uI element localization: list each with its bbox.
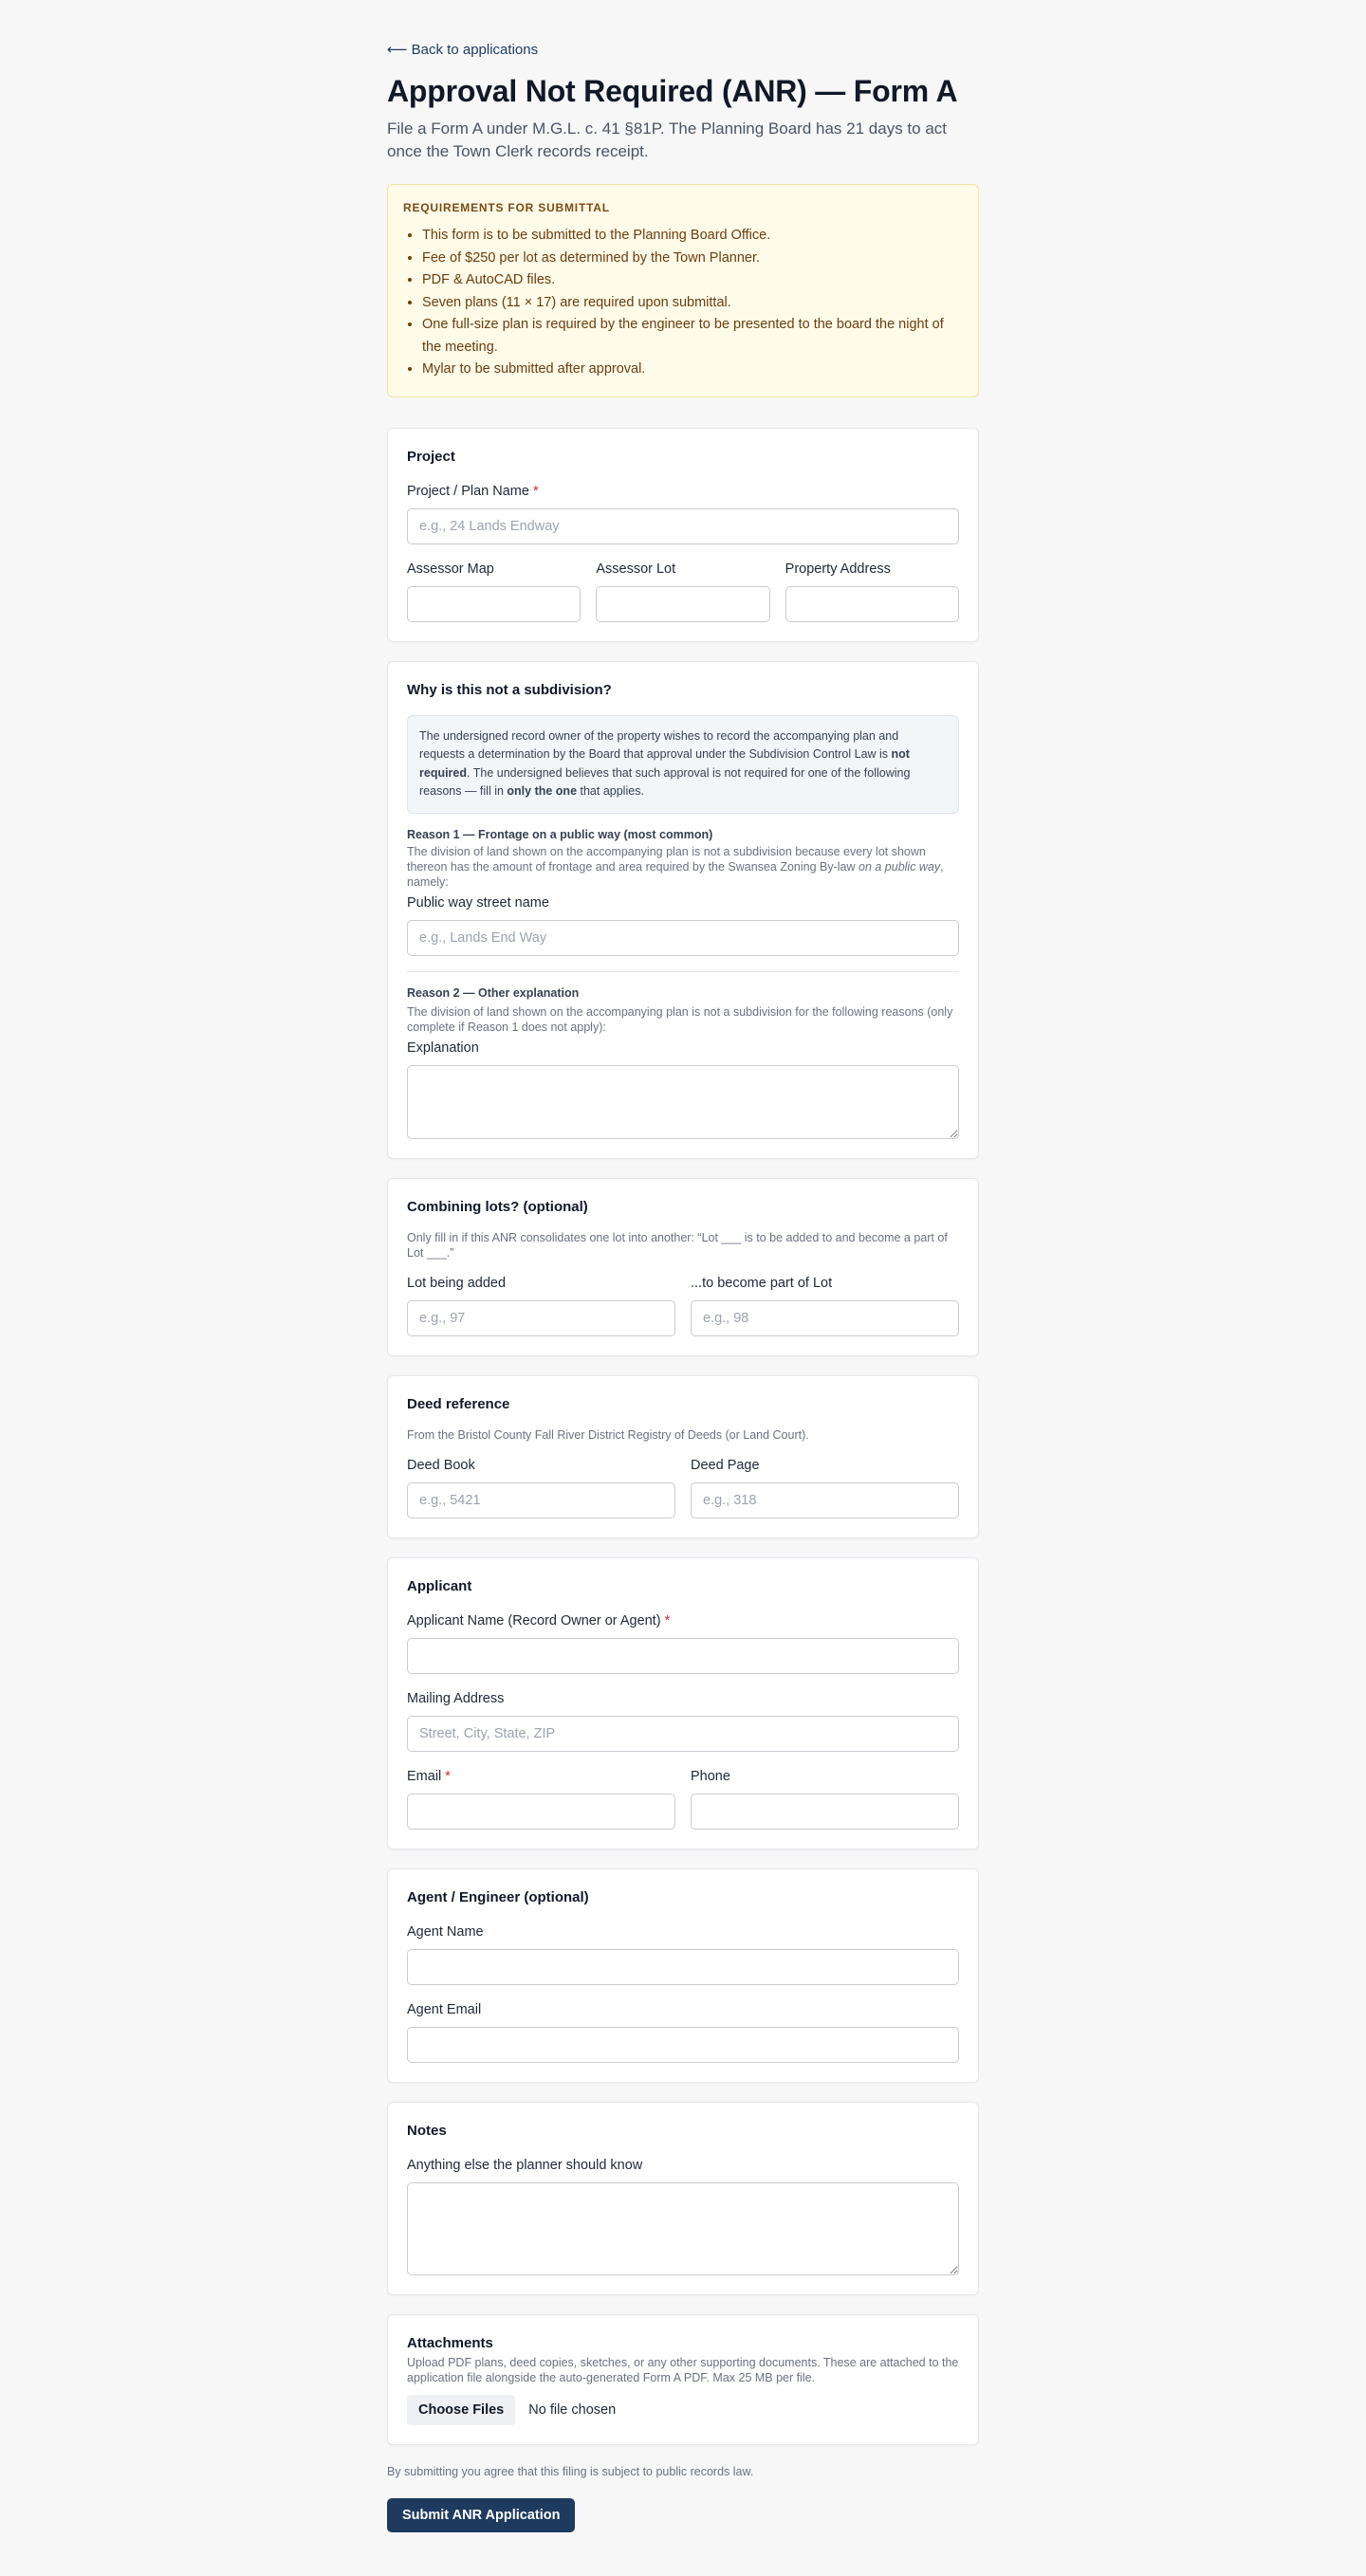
agent-section [387,1868,979,2083]
lot-added-label: Lot being added [407,1275,507,1291]
notes-section [387,2102,979,2295]
phone-input[interactable] [691,1794,959,1830]
reason1-help [407,844,959,890]
attachments-help: Upload PDF plans, deed copies, sketches, or any other supporting documents. These are attached to the application file alongside the auto-generated Form A PDF. Max 25 MB per file. [407,2355,959,2384]
assessor-map-input[interactable] [407,586,581,622]
section-title: Notes [407,2122,447,2139]
plan-name-label [407,482,959,501]
deed-book-label: Deed Book [407,1457,475,1473]
requirement-item: • Mylar to be submitted after approval. [422,359,963,381]
required-marker: * [445,1768,451,1784]
deed-section [387,1375,979,1538]
section-title: Why is this not a subdivision? [407,681,612,698]
file-picker [407,2395,959,2425]
project-section [387,428,979,642]
back-link[interactable]: ⟵ Back to applications [387,42,539,58]
requirements-notice [387,184,979,397]
lot-added-input[interactable] [407,1300,675,1336]
requirement-item: • PDF & AutoCAD files. [422,269,963,292]
divider [407,971,959,972]
agent-email-label: Agent Email [407,2001,482,2017]
applicant-name-label [407,1611,959,1630]
requirement-item: • Seven plans (11 × 17) are required upon submittal. [422,292,963,315]
requirement-item: • This form is to be submitted to the Planning Board Office. [422,225,963,248]
declaration-part: The undersigned record owner of the property wishes to record the accompanying plan and requests a determination by the Board that approval under the Subdivision Control Law is [419,728,899,761]
attachments-section [387,2314,979,2445]
section-title: Attachments [407,2334,493,2351]
section-title: Applicant [407,1577,472,1594]
page-title: Approval Not Required (ANR) — Form A [387,74,958,108]
email-label-text: Email [407,1768,442,1784]
applicant-name-label-text: Applicant Name (Record Owner or Agent) [407,1612,661,1628]
applicant-section [387,1557,979,1849]
explanation-label: Explanation [407,1040,479,1056]
declaration-part: that applies. [577,784,644,798]
section-title: Combining lots? (optional) [407,1198,588,1215]
section-title: Project [407,448,455,465]
property-address-label: Property Address [785,561,891,577]
street-name-input[interactable] [407,920,959,956]
plan-name-input[interactable] [407,508,959,544]
requirement-item: • One full-size plan is required by the engineer to be presented to the board the night of the meeting. [422,314,963,359]
agent-email-input[interactable] [407,2027,959,2063]
reason2-help: The division of land shown on the accompanying plan is not a subdivision for the following reasons (only complete if Reason 1 does not apply): [407,1004,953,1034]
declaration-text [407,715,959,814]
assessor-map-label: Assessor Map [407,561,494,577]
reason1-help-part: , namely: [407,859,944,889]
file-status: No file chosen [528,2401,617,2418]
agent-name-label: Agent Name [407,1923,484,1940]
reason2-title: Reason 2 — Other explanation [407,985,580,1000]
reason1-title: Reason 1 — Frontage on a public way (most common) [407,827,713,841]
mailing-address-label: Mailing Address [407,1690,505,1706]
reason1-help-emphasis: on a public way [858,859,941,874]
required-marker: * [532,483,539,499]
phone-label: Phone [691,1768,730,1784]
agent-name-input[interactable] [407,1949,959,1985]
why-section [387,661,979,1159]
section-title: Agent / Engineer (optional) [407,1888,589,1905]
choose-files-button[interactable]: Choose Files [407,2395,515,2425]
deed-page-input[interactable] [691,1482,959,1518]
lot-target-input[interactable] [691,1300,959,1336]
submit-button[interactable]: Submit ANR Application [387,2498,575,2532]
deed-help: From the Bristol County Fall River District Registry of Deeds (or Land Court). [407,1427,809,1442]
reason1-help-part: The division of land shown on the accompanying plan is not a subdivision because every lot shown thereon has the amount of frontage and area required by the Swansea Zoning By-law [407,844,926,874]
page-subtitle: File a Form A under M.G.L. c. 41 §81P. The Planning Board has 21 days to act once the Town Clerk records receipt. [387,120,947,160]
section-title: Deed reference [407,1395,510,1412]
deed-book-input[interactable] [407,1482,675,1518]
requirements-list [403,225,963,381]
lot-target-label: ...to become part of Lot [691,1275,833,1291]
assessor-lot-label: Assessor Lot [596,561,676,577]
legal-notice: By submitting you agree that this filing is subject to public records law. [387,2464,754,2478]
property-address-input[interactable] [785,586,959,622]
applicant-name-input[interactable] [407,1638,959,1674]
combine-help: Only fill in if this ANR consolidates one lot into another: “Lot ___ is to be added to and become a part of Lot ___.” [407,1230,948,1260]
declaration-emphasis: only the one [507,784,578,798]
notes-textarea[interactable] [407,2182,959,2275]
assessor-lot-input[interactable] [596,586,769,622]
plan-name-label-text: Project / Plan Name [407,483,529,499]
combine-lots-section [387,1178,979,1356]
email-input[interactable] [407,1794,675,1830]
declaration-part: . The undersigned believes that such approval is not required for one of the following reasons — fill in [419,765,911,798]
requirement-item: • Fee of $250 per lot as determined by the Town Planner. [422,248,963,270]
street-name-label: Public way street name [407,894,549,911]
declaration-emphasis: not required [419,747,910,780]
page-container [387,0,979,2532]
requirements-title: REQUIREMENTS FOR SUBMITTAL [403,201,610,214]
explanation-textarea[interactable] [407,1065,959,1139]
required-marker: * [664,1612,671,1628]
deed-page-label: Deed Page [691,1457,760,1473]
email-label [407,1767,675,1786]
notes-label: Anything else the planner should know [407,2157,643,2173]
mailing-address-input[interactable] [407,1716,959,1752]
